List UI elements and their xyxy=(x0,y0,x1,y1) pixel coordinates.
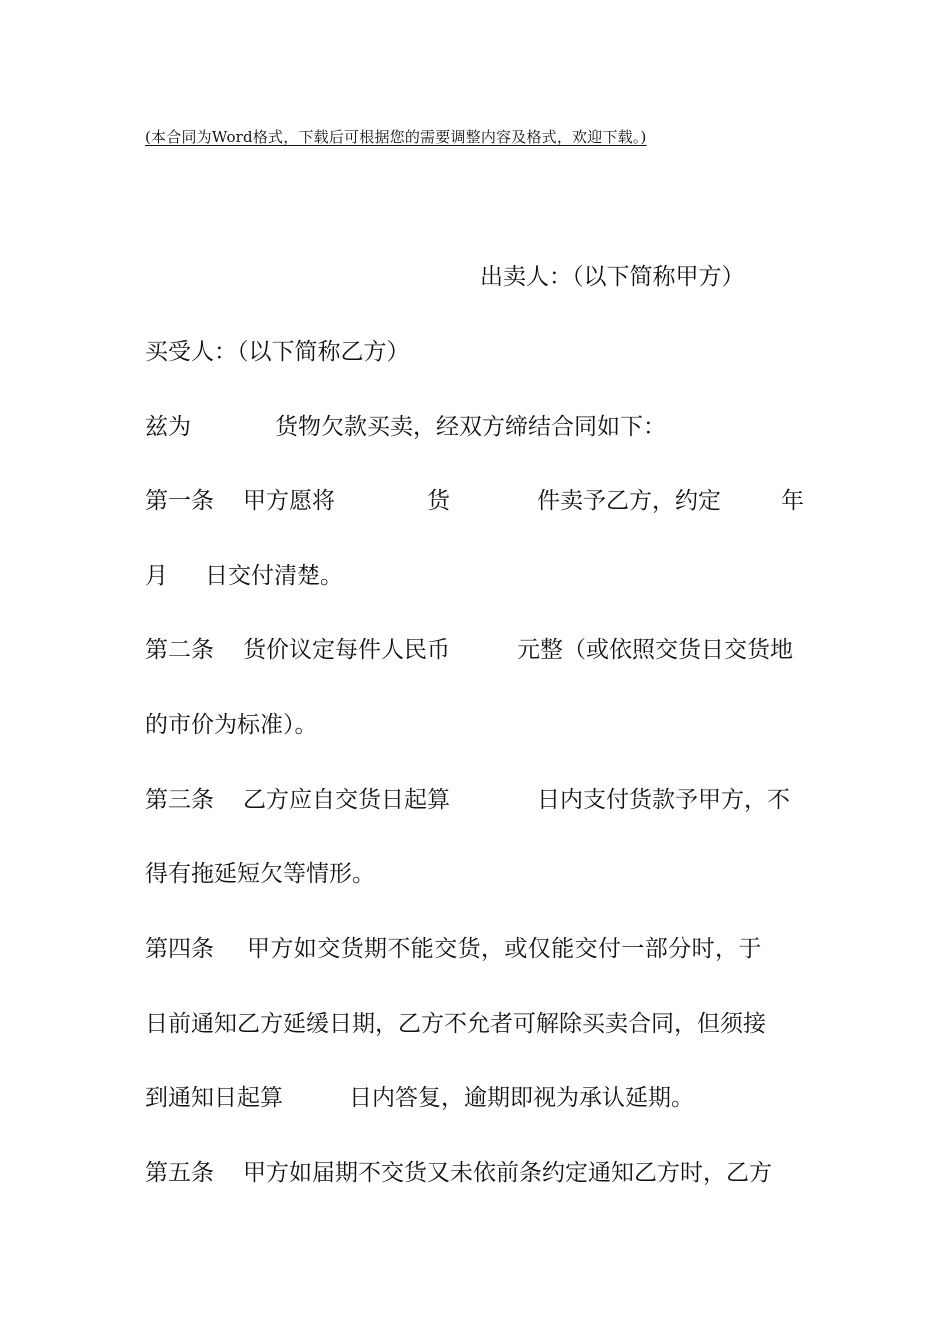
article-4-text-4: 日内答复，逾期即视为承认延期。 xyxy=(349,1085,694,1111)
article-1-text-4: 年 xyxy=(781,488,804,514)
article-2-heading: 第二条 xyxy=(145,637,214,663)
article-1-text-1: 甲方愿将 xyxy=(243,488,335,514)
article-2-text-3: 的市价为标准）。 xyxy=(145,712,318,738)
intro-prefix: 兹为 xyxy=(145,414,191,440)
article-3-text-2: 日内支付货款予甲方，不 xyxy=(537,787,790,813)
article-1-heading: 第一条 xyxy=(145,488,214,514)
article-1-text-5: 月 xyxy=(145,563,168,589)
article-2-text-2: 元整（或依照交货日交货地 xyxy=(517,637,793,663)
article-5-text-1: 甲方如届期不交货又未依前条约定通知乙方时，乙方 xyxy=(243,1160,772,1186)
format-notice: (本合同为Word格式，下载后可根据您的需要调整内容及格式，欢迎下载。) xyxy=(145,128,647,146)
article-1-text-6: 日交付清楚。 xyxy=(205,563,343,589)
intro-text: 货物欠款买卖，经双方缔结合同如下： xyxy=(275,414,666,440)
buyer-line: 买受人：（以下简称乙方） xyxy=(145,339,410,365)
article-1-text-2: 货 xyxy=(427,488,450,514)
article-3-heading: 第三条 xyxy=(145,787,214,813)
article-2-text-1: 货价议定每件人民币 xyxy=(243,637,450,663)
article-1-text-3: 件卖予乙方，约定 xyxy=(537,488,721,514)
article-5-heading: 第五条 xyxy=(145,1160,214,1186)
article-4-text-2: 日前通知乙方延缓日期，乙方不允者可解除买卖合同，但须接 xyxy=(145,1011,766,1037)
article-3-text-3: 得有拖延短欠等情形。 xyxy=(145,861,375,887)
article-4-text-3: 到通知日起算 xyxy=(145,1085,283,1111)
article-4-text-1: 甲方如交货期不能交货，或仅能交付一部分时，于 xyxy=(247,936,762,962)
article-4-heading: 第四条 xyxy=(145,936,214,962)
article-3-text-1: 乙方应自交货日起算 xyxy=(243,787,450,813)
seller-line: 出卖人：（以下简称甲方） xyxy=(480,264,745,290)
